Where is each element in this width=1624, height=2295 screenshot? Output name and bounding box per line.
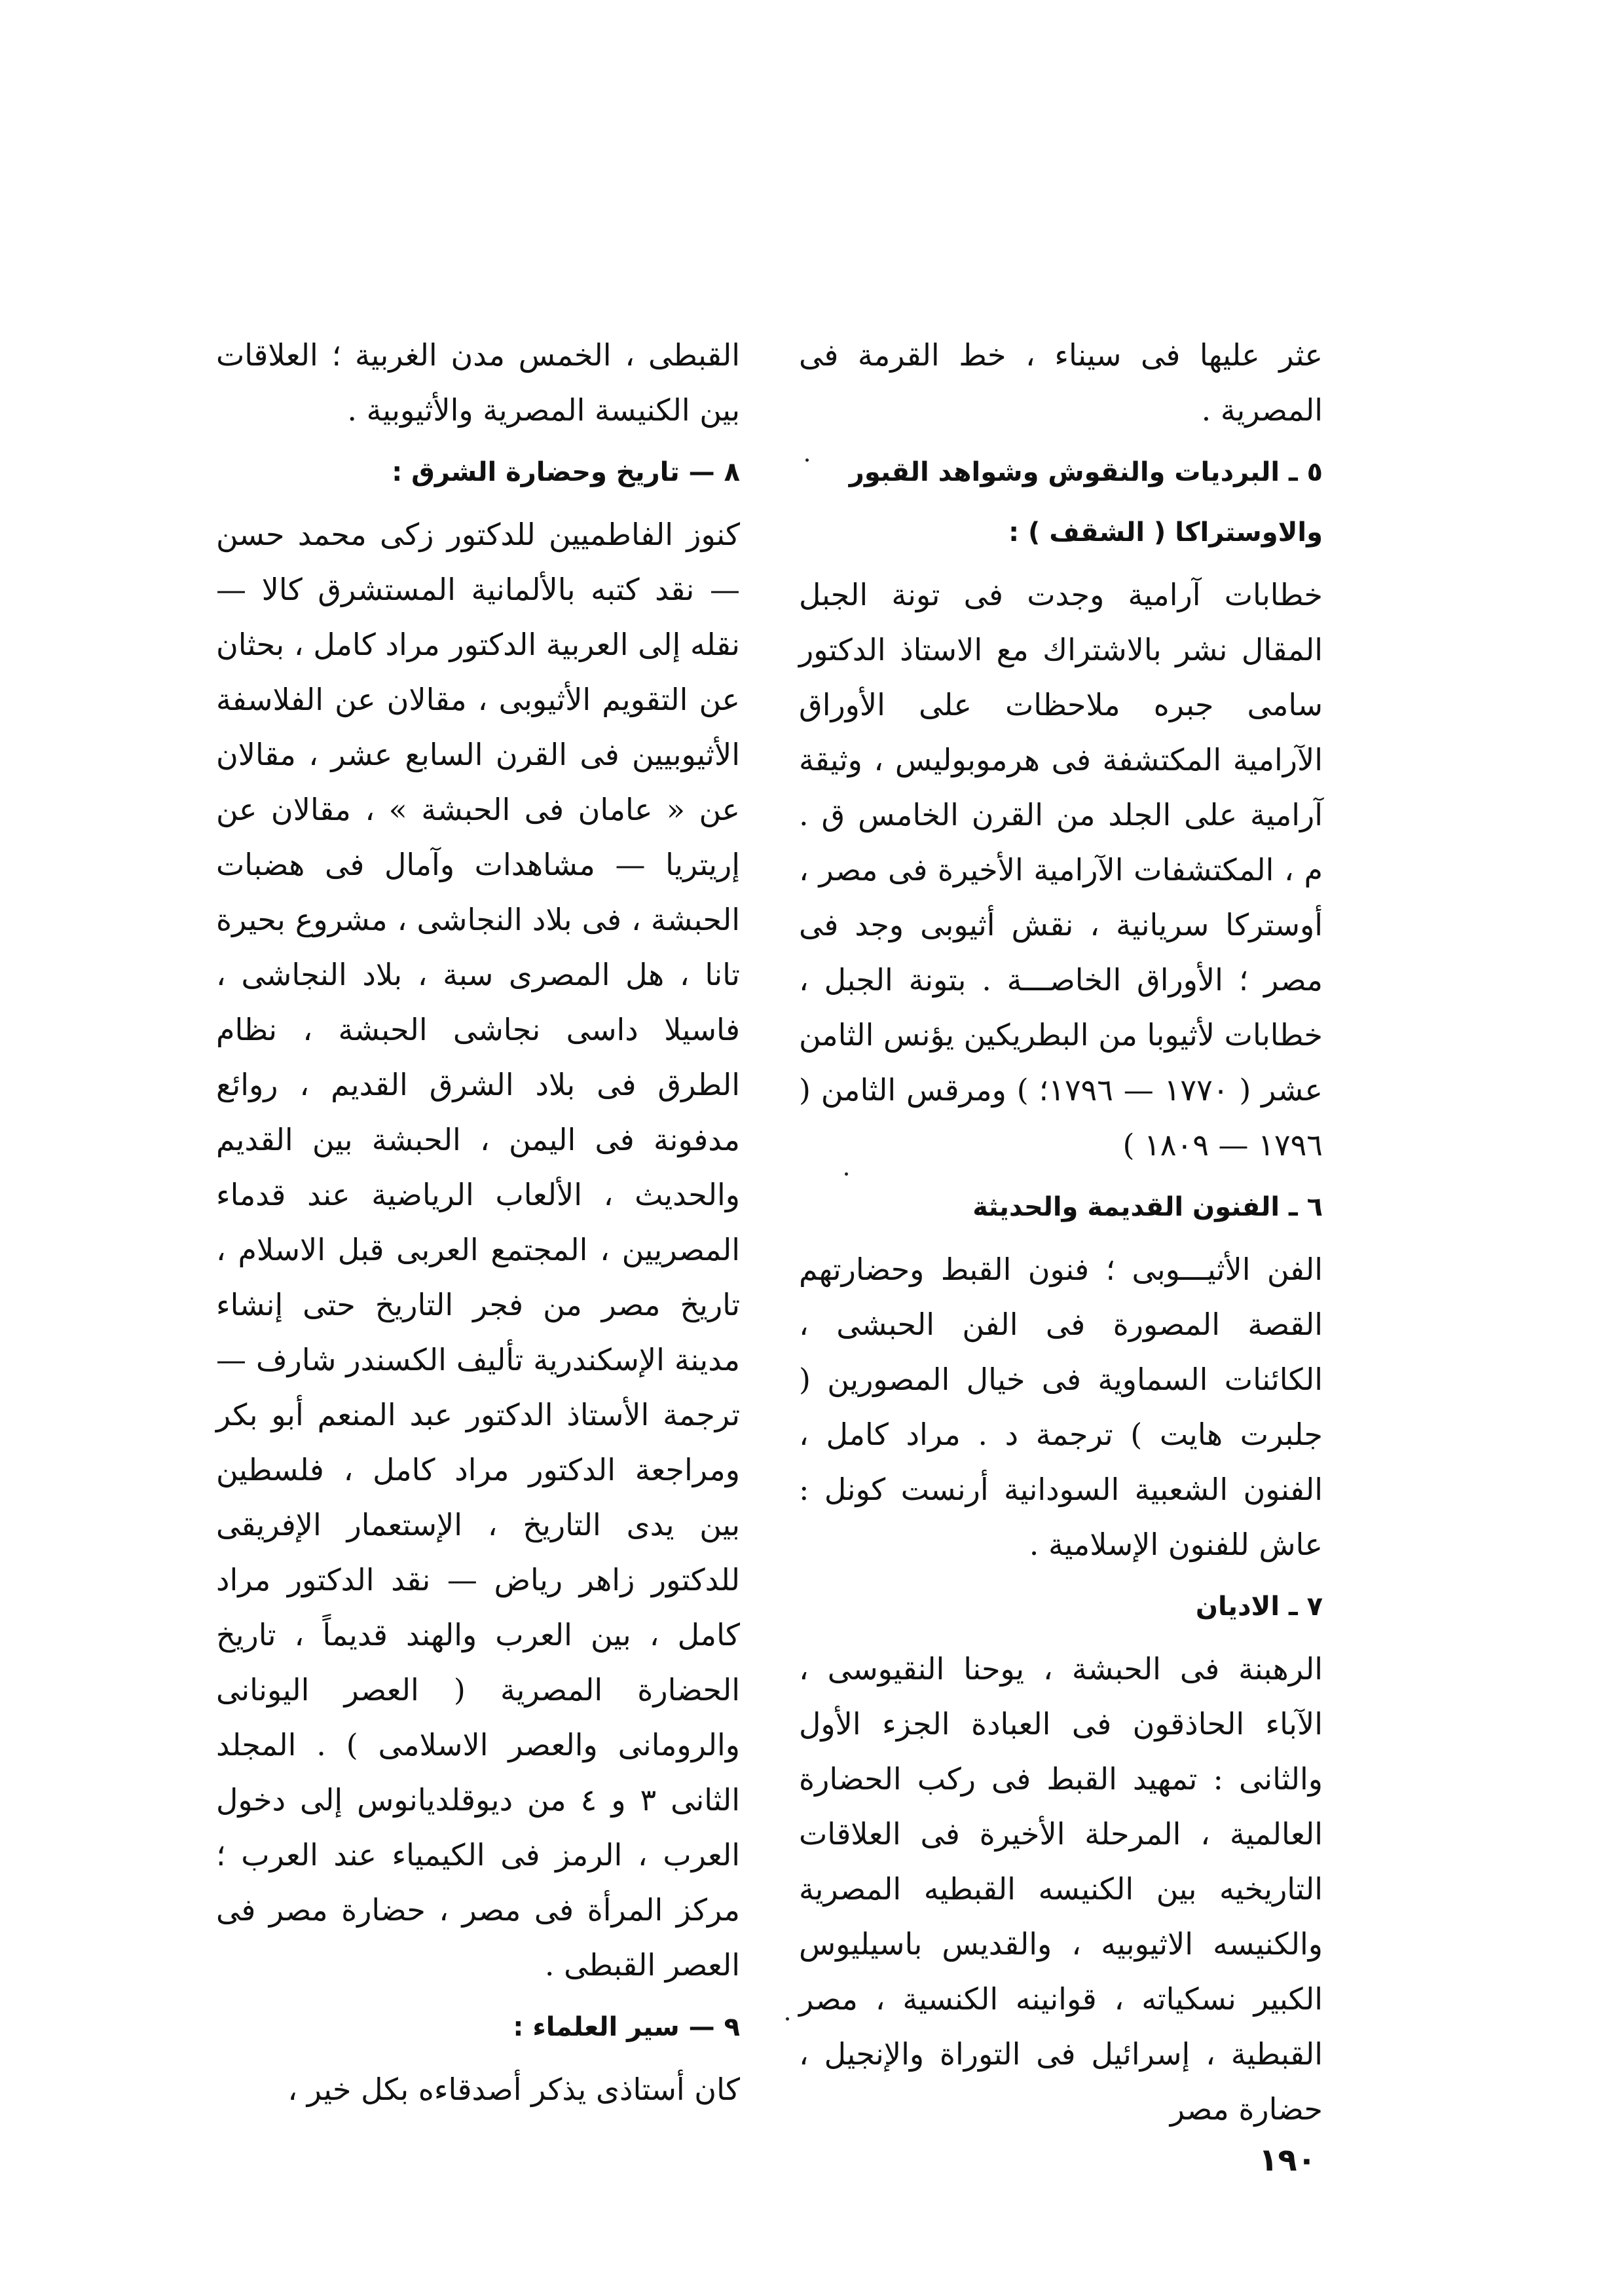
scan-speck [845, 1172, 848, 1176]
section-8-body: كنوز الفاطميين للدكتور زكى محمد حسن — نقد كتبه بالألمانية المستشرق كالا — نقله إلى العربية الدكتور مراد كامل ، بحثان عن التقويم الأثيوبى ، مقالان عن الفلاسفة الأثيوبيين فى القرن السابع عشر ، مقالان عن « عامان فى الحبشة » ، مقالان عن إريتريا — مشاهدات وآمال فى هضبات الحبشة ، فى بلاد النجاشى ، مشروع بحيرة تانا ، هل المصرى سبة ، بلاد النجاشى ، فاسيلا داسى نجاشى الحبشة ، نظام الطرق فى بلاد الشرق القديم ، روائع مدفونة فى اليمن ، الحبشة بين القديم والحديث ، الألعاب الرياضية عند قدماء المصريين ، المجتمع العربى قبل الاسلام ، تاريخ مصر من فجر التاريخ حتى إنشاء مدينة الإسكندرية تأليف الكسندر شارف — ترجمة الأستاذ الدكتور عبد المنعم أبو بكر ومراجعة الدكتور مراد كامل ، فلسطين بين يدى التاريخ ، الإستعمار الإفريقى للدكتور زاهر رياض — نقد الدكتور مراد كامل ، بين العرب والهند قديماً ، تاريخ الحضارة المصرية ( العصر اليونانى والرومانى والعصر الاسلامى ) . المجلد الثانى ٣ و ٤ من ديوقلديانوس إلى دخول العرب ، الرمز فى الكيمياء عند العرب ؛ مركز المرأة فى مصر ، حضارة مصر فى العصر القبطى . [216, 517, 741, 1983]
section-5-heading-line-2: والاوستراكا ( الشقف ) : [1008, 517, 1323, 548]
intro-line: عثر عليها فى سيناء ، خط القرمة فى المصرية . [799, 337, 1323, 428]
section-9-heading: ٩ — سير العلماء : [513, 2012, 740, 2042]
section-7-heading: ٧ ـ الاديان [1195, 1592, 1323, 1622]
left-column [216, 327, 740, 2126]
page-number: ١٩٠ [1259, 2142, 1316, 2178]
section-5-body: خطابات آرامية وجدت فى تونة الجبل المقال نشر بالاشتراك مع الاستاذ الدكتور سامى جبره ملاحظات على الأوراق الآرامية المكتشفة فى هرموبوليس ، وثيقة آرامية على الجلد من القرن الخامس ق . م ، المكتشفات الآرامية الأخيرة فى مصر ، أوستركا سريانية ، نقش أثيوبى وجد فى مصر ؛ الأوراق الخاصـــة . بتونة الجبل ، خطابات لأثيوبا من البطريكين يؤنس الثامن عشر ( ١٧٧٠ — ١٧٩٦؛ ) ومرقس الثامن ( ١٧٩٦ — ١٨٠٩ ) [799, 577, 1323, 1163]
section-6-heading: ٦ ـ الفنون القديمة والحديثة [972, 1192, 1323, 1222]
scan-speck [805, 458, 809, 462]
section-9-body: كان أستاذى يذكر أصدقاءه بكل خير ، [287, 2072, 740, 2107]
right-column [799, 327, 1323, 2146]
section-7-body: الرهبنة فى الحبشة ، يوحنا النقيوسى ، الآباء الحاذقون فى العبادة الجزء الأول والثانى : تمهيد القبط فى ركب الحضارة العالمية ، المرحلة الأخيرة فى العلاقات التاريخيه بين الكنيسه القبطيه المصرية والكنيسه الاثيوبيه ، والقديس باسيليوس الكبير نسكياته ، قوانينه الكنسية ، مصر القبطية ، إسرائيل فى التوراة والإنجيل ، حضارة مصر [799, 1651, 1323, 2127]
section-5-heading-line-1: ٥ ـ البرديات والنقوش وشواهد القبور [849, 457, 1323, 487]
section-8-heading: ٨ — تاريخ وحضارة الشرق : [392, 457, 740, 487]
continuation-text: القبطى ، الخمس مدن الغربية ؛ العلاقات بين الكنيسة المصرية والأثيوبية . [216, 337, 740, 428]
section-6-body: الفن الأثيـــوبى ؛ فنون القبط وحضارتهم القصة المصورة فى الفن الحبشى ، الكائنات السماوية فى خيال المصورين ( جلبرت هايت ) ترجمة د . مراد كامل ، الفنون الشعبية السودانية أرنست كونل : عاش للفنون الإسلامية . [799, 1252, 1323, 1562]
scan-speck [786, 2017, 789, 2021]
